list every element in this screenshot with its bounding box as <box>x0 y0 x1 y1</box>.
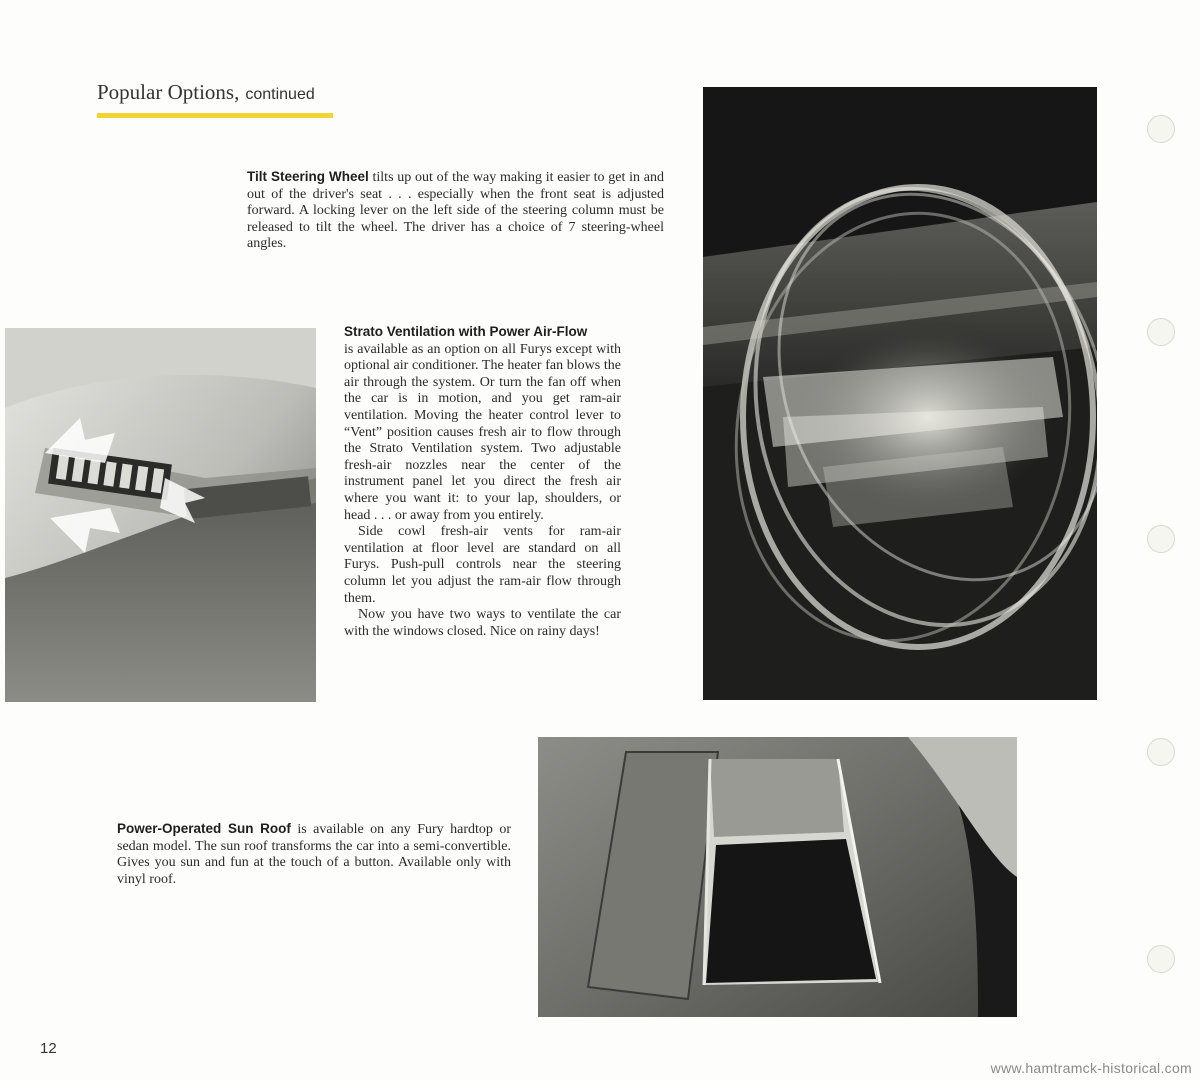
strato-paragraph-1: is available as an option on all Furys except with optional air conditioner. The heater fan blows the air through the system. Or turn the fan off when the car is in motion, and you get ram-air ventilation. Moving the heater control lever to “Vent” position causes fresh air to flow through the Strato Ventilation system. Two adjustable fresh-air nozzles near the center of the instrument panel let you direct the fresh air where you want it: to your lap, shoulders, or head . . . or away from you entirely. <box>344 341 621 523</box>
strato-paragraph-3: Now you have two ways to ventilate the car with the windows closed. Nice on rainy days! <box>344 607 621 639</box>
title-underline <box>97 113 333 118</box>
page-number: 12 <box>40 1040 57 1057</box>
binder-hole <box>1147 318 1175 346</box>
tilt-steering-text <box>247 169 664 253</box>
tilt-body: tilts up out of the way making it easier to get in and out of the driver's seat . . . especially when the front seat is adjusted forward. A locking lever on the left side of the steering column must be released to tilt the wheel. The driver has a choice of 7 steering-wheel angles. <box>247 170 664 252</box>
dashboard-vent-photo <box>5 328 316 702</box>
binder-hole <box>1147 115 1175 143</box>
sunroof-body: is available on any Fury hardtop or sedan model. The sun roof transforms the car into a semi-convertible. Gives you sun and fun at the touch of a button. Available only with vinyl roof. <box>117 822 512 887</box>
tilt-heading: Tilt Steering Wheel <box>247 169 369 184</box>
binder-hole <box>1147 945 1175 973</box>
strato-paragraph-2: Side cowl fresh-air vents for ram-air ventilation at floor level are standard on all Furys. Push-pull controls near the steering column let you adjust the ram-air flow through them. <box>344 524 621 606</box>
strato-heading: Strato Ventilation with Power Air-Flow <box>344 324 588 339</box>
page-title <box>97 80 315 105</box>
page-title-sub: continued <box>245 86 315 103</box>
steering-wheel-photo <box>703 87 1097 700</box>
sun-roof-photo <box>538 737 1017 1017</box>
sunroof-text <box>117 821 511 888</box>
watermark: www.hamtramck-historical.com <box>990 1060 1192 1076</box>
sunroof-heading: Power-Operated Sun Roof <box>117 821 291 836</box>
binder-hole <box>1147 525 1175 553</box>
binder-hole <box>1147 738 1175 766</box>
strato-ventilation-text <box>344 324 621 640</box>
page-title-main: Popular Options, <box>97 80 240 104</box>
